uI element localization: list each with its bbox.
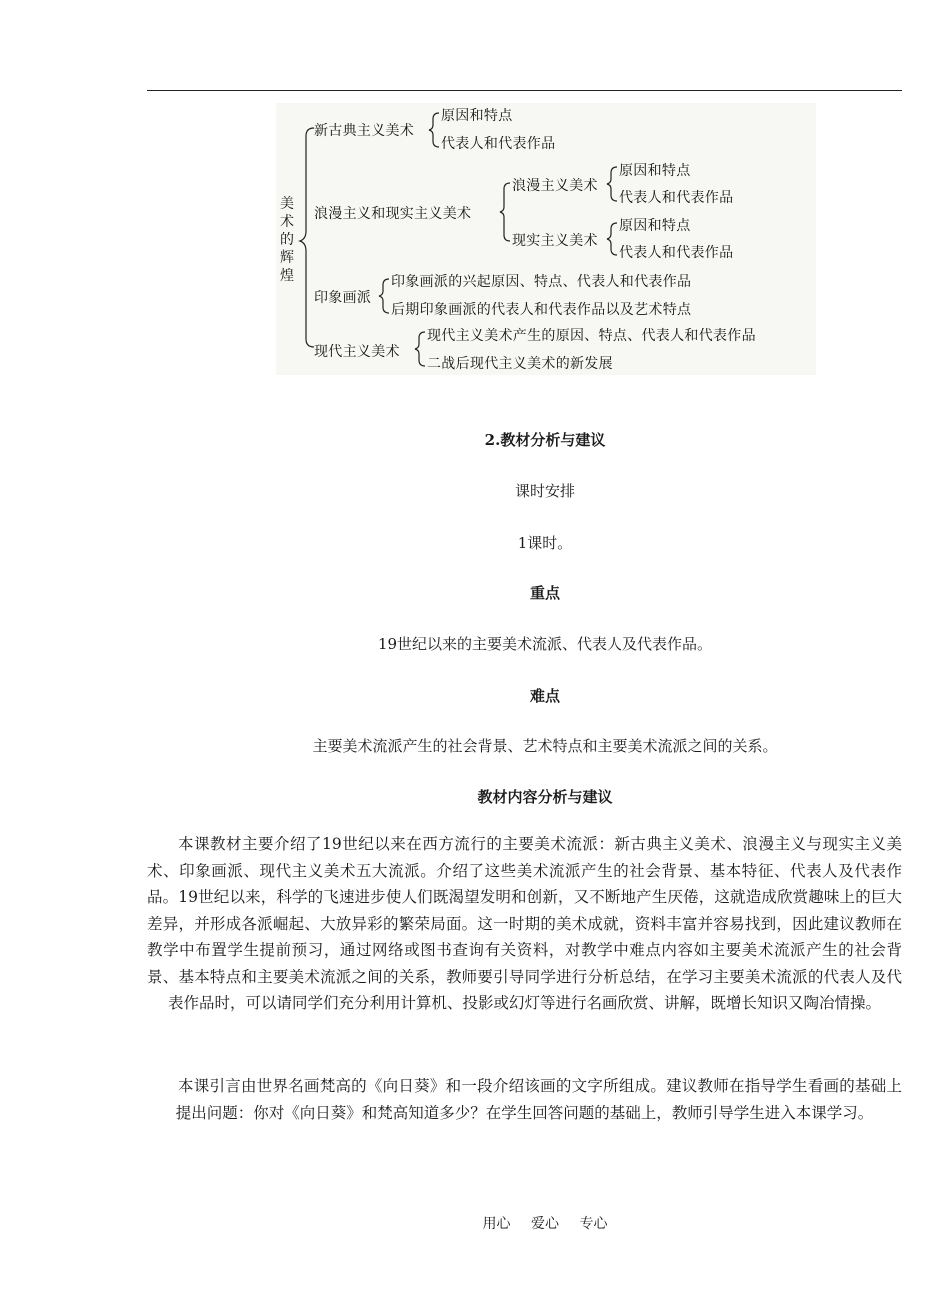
- realism-item: 代表人和代表作品: [619, 245, 734, 261]
- impressionism-item: 后期印象画派的代表人和代表作品以及艺术特点: [391, 302, 692, 318]
- sub-realism: 现实主义美术: [512, 233, 598, 249]
- difficulty-label: 难点: [529, 687, 560, 705]
- difficulty-text: 主要美术流派产生的社会背景、艺术特点和主要美术流派之间的关系。: [312, 737, 778, 755]
- branch-impressionism: 印象画派: [314, 290, 372, 306]
- key-point-text: 19世纪以来的主要美术流派、代表人及代表作品。: [377, 635, 713, 653]
- romantic-item: 原因和特点: [619, 163, 691, 179]
- romantic-brace: [607, 167, 617, 201]
- key-point-label: 重点: [529, 584, 560, 602]
- branch-neoclassical: 新古典主义美术: [314, 123, 415, 139]
- root-char: 美: [280, 196, 294, 212]
- impressionism-brace: [379, 279, 389, 313]
- diagram-root: [278, 195, 296, 285]
- modernism-brace: [415, 332, 425, 366]
- concept-diagram: [276, 103, 816, 375]
- neoclassical-brace: [429, 113, 439, 147]
- header-rule: [147, 90, 902, 91]
- root-char: 辉: [280, 250, 294, 266]
- branch-romantic-realism: 浪漫主义和现实主义美术: [314, 206, 472, 222]
- realism-brace: [607, 223, 617, 255]
- neoclassical-item: 原因和特点: [441, 108, 513, 124]
- root-char: 的: [280, 232, 294, 248]
- analysis-paragraph-2: 本课引言由世界名画梵高的《向日葵》和一段介绍该画的文字所组成。建议教师在指导学生看画的基础上提出问题：你对《向日葵》和梵高知道多少？在学生回答问题的基础上，教师引导学生进入本课学习。: [175, 1077, 902, 1122]
- section-title: 2.教材分析与建议: [484, 431, 606, 449]
- impressionism-item: 印象画派的兴起原因、特点、代表人和代表作品: [391, 274, 692, 290]
- sub-romantic: 浪漫主义美术: [512, 178, 598, 194]
- branch-modernism: 现代主义美术: [314, 344, 400, 360]
- modernism-item: 现代主义美术产生的原因、特点、代表人和代表作品: [427, 328, 756, 344]
- neoclassical-item: 代表人和代表作品: [441, 136, 556, 152]
- romantic-realism-brace: [500, 183, 510, 241]
- page-footer: 用心 爱心 专心: [482, 1216, 608, 1232]
- realism-item: 原因和特点: [619, 218, 691, 234]
- schedule-value: 1课时。: [517, 534, 573, 552]
- analysis-title: 教材内容分析与建议: [477, 788, 613, 806]
- analysis-paragraph-1: 本课教材主要介绍了19世纪以来在西方流行的主要美术流派：新古典主义美术、浪漫主义与现实主义美术、印象画派、现代主义美术五大流派。介绍了这些美术流派产生的社会背景、基本特征、代表人及代表作品。19世纪以来，科学的飞速进步使人们既渴望发明和创新，又不断地产生厌倦，这就造成欣赏趣味上的巨大差异，并形成各派崛起、大放异彩的繁荣局面。这一时期的美术成就，资料丰富并容易找到，因此建议教师在教学中布置学生提前预习，通过网络或图书查询有关资料，对教学中难点内容如主要美术流派产生的社会背景、基本特点和主要美术流派之间的关系，教师要引导同学进行分析总结，在学习主要美术流派的代表人及代表作品时，可以请同学们充分利用计算机、投影或幻灯等进行名画欣赏、讲解，既增长知识又陶冶情操。: [147, 835, 902, 1012]
- root-char: 术: [280, 214, 294, 230]
- romantic-item: 代表人和代表作品: [619, 190, 734, 206]
- modernism-item: 二战后现代主义美术的新发展: [427, 356, 613, 372]
- schedule-label: 课时安排: [514, 482, 575, 500]
- root-brace: [300, 128, 314, 347]
- root-char: 煌: [280, 268, 294, 284]
